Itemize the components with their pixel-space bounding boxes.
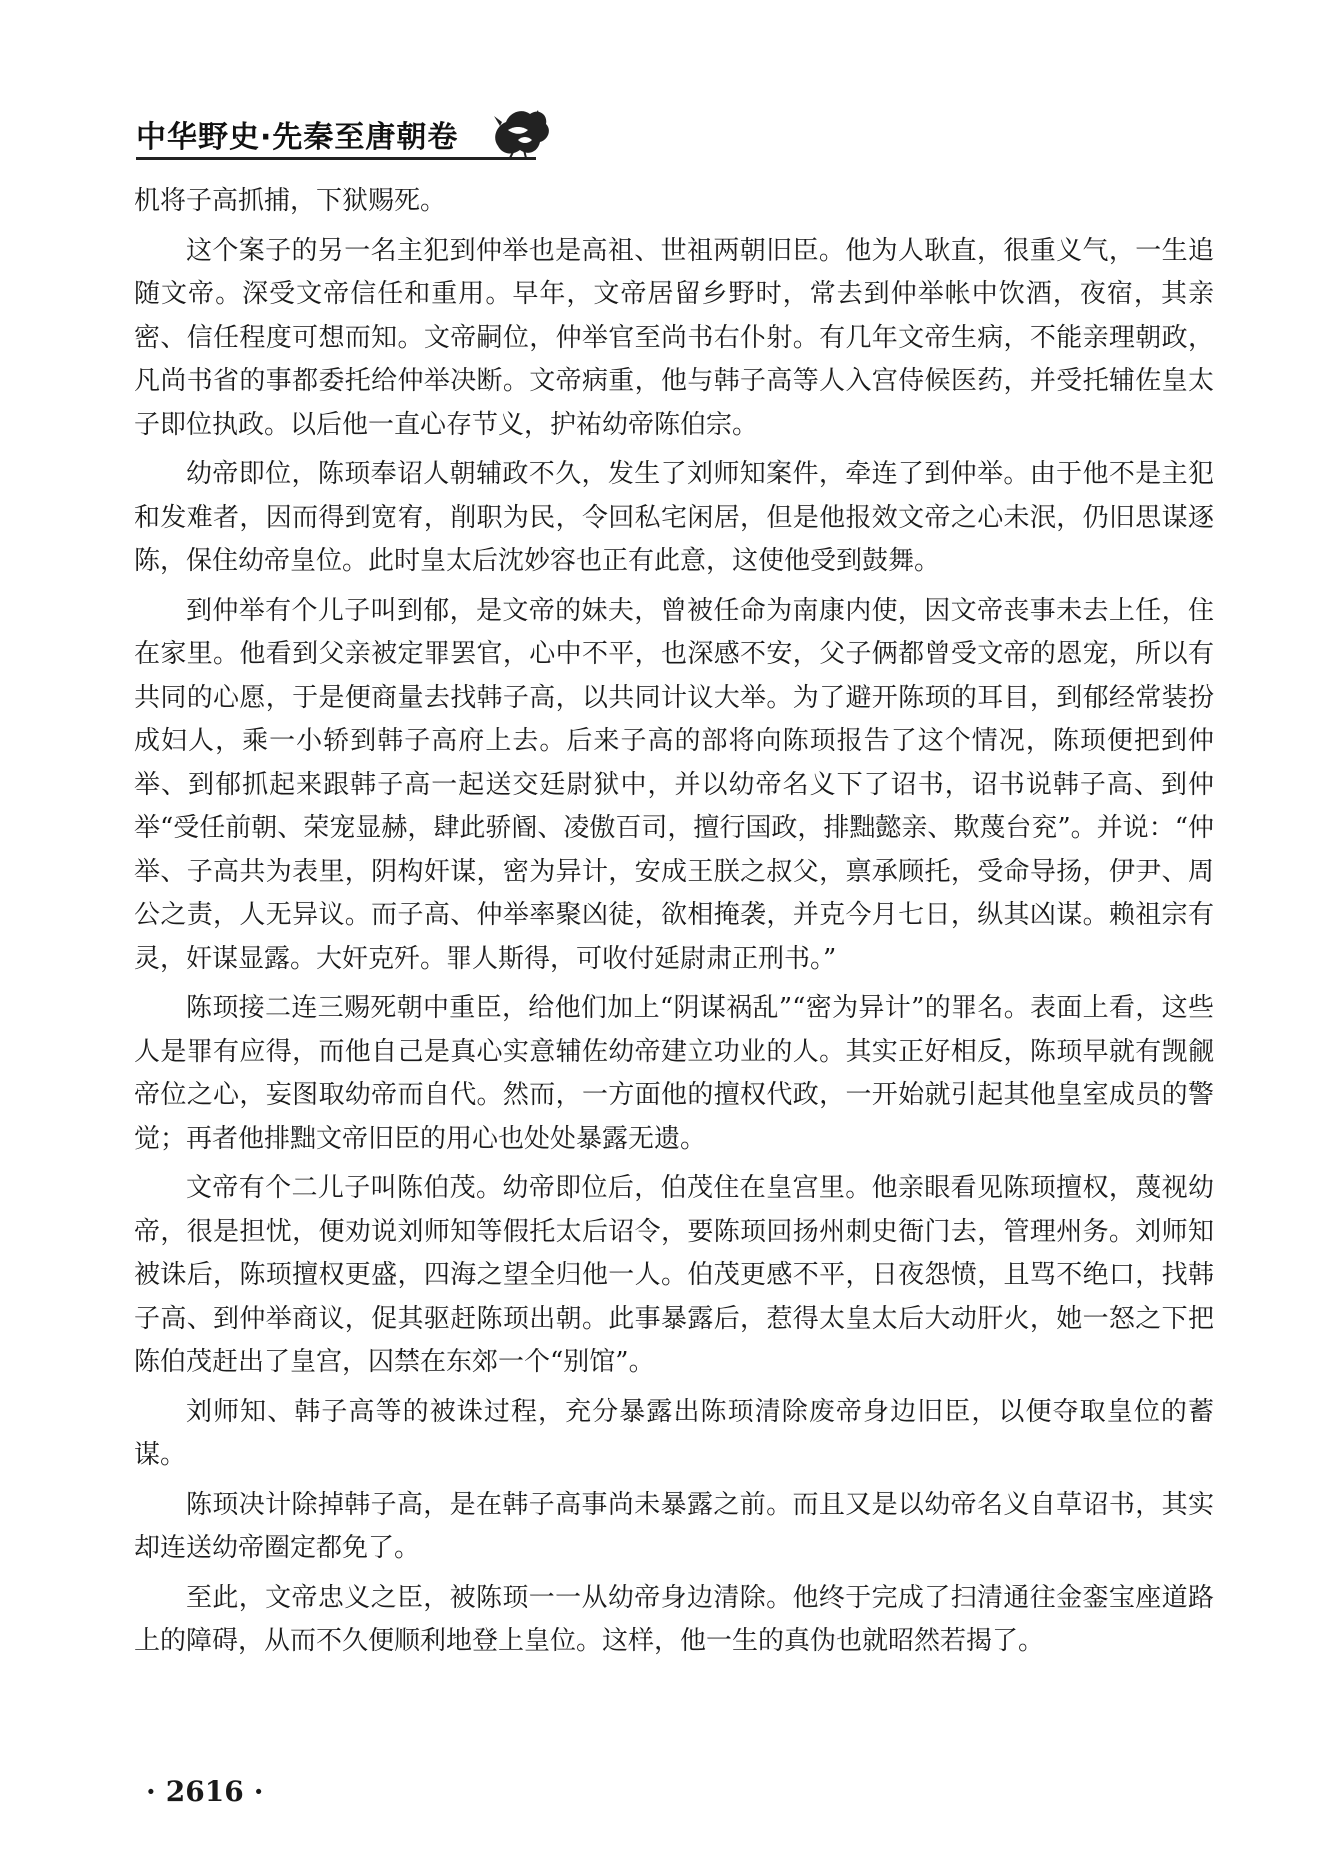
paragraph: 到仲举有个儿子叫到郁，是文帝的妹夫，曾被任命为南康内使，因文帝丧事未去上任，住在家里。他看到父亲被定罪罢官，心中不平，也深感不安，父子俩都曾受文帝的恩宠，所以有共同的心愿，于是便商量去找韩子高，以共同计议大举。为了避开陈顼的耳目，到郁经常装扮成妇人，乘一小轿到韩子高府上去。后来子高的部将向陈顼报告了这个情况，陈顼便把到仲举、到郁抓起来跟韩子高一起送交廷尉狱中，并以幼帝名义下了诏书，诏书说韩子高、到仲举“受任前朝、荣宠显赫，肆此骄阍、凌傲百司，擅行国政，排黜懿亲、欺蔑台兖”。并说：“仲举、子高共为表里，阴构奸谋，密为异计，安成王朕之叔父，禀承顾托，受命导扬，伊尹、周公之责，人无异议。而子高、仲举率聚凶徒，欲相掩袭，并克今月七日，纵其凶谋。赖祖宗有灵，奸谋显露。大奸克歼。罪人斯得，可收付延尉肃正刑书。” xyxy=(134,595,1214,974)
running-header xyxy=(136,100,536,160)
body-text xyxy=(134,180,1214,1670)
page-number-value: 2616 xyxy=(165,1775,244,1808)
paragraph: 至此，文帝忠义之臣，被陈顼一一从幼帝身边清除。他终于完成了扫清通往金銮宝座道路上的障碍，从而不久便顺利地登上皇位。这样，他一生的真伪也就昭然若揭了。 xyxy=(134,1582,1214,1656)
paragraph: 这个案子的另一名主犯到仲举也是高祖、世祖两朝旧臣。他为人耿直，很重义气，一生追随文帝。深受文帝信任和重用。早年，文帝居留乡野时，常去到仲举帐中饮酒，夜宿，其亲密、信任程度可想而知。文帝嗣位，仲举官至尚书右仆射。有几年文帝生病，不能亲理朝政，凡尚书省的事都委托给仲举决断。文帝病重，他与韩子高等人入宫侍候医药，并受托辅佐皇太子即位执政。以后他一直心存节义，护祐幼帝陈伯宗。 xyxy=(134,235,1214,440)
paragraph: 幼帝即位，陈顼奉诏人朝辅政不久，发生了刘师知案件，牵连了到仲举。由于他不是主犯和发难者，因而得到宽宥，削职为民，令回私宅闲居，但是他报效文帝之心未泯，仍旧思谋逐陈，保住幼帝皇位。此时皇太后沈妙容也正有此意，这使他受到鼓舞。 xyxy=(134,459,1214,576)
paragraph: 陈顼接二连三赐死朝中重臣，给他们加上“阴谋祸乱”“密为异计”的罪名。表面上看，这些人是罪有应得，而他自己是真心实意辅佐幼帝建立功业的人。其实正好相反，陈顼早就有觊觎帝位之心，妄图取幼帝而自代。然而，一方面他的擅权代政，一开始就引起其他皇室成员的警觉；再者他排黜文帝旧臣的用心也处处暴露无遗。 xyxy=(134,993,1214,1154)
paragraph: 机将子高抓捕，下狱赐死。 xyxy=(134,186,447,216)
page-number-dot-left: · xyxy=(146,1775,156,1808)
header-title: 中华野史·先秦至唐朝卷 xyxy=(136,120,459,155)
paragraph: 陈顼决计除掉韩子高，是在韩子高事尚未暴露之前。而且又是以幼帝名义自草诏书，其实却连送幼帝圈定都免了。 xyxy=(134,1489,1214,1563)
paragraph: 文帝有个二儿子叫陈伯茂。幼帝即位后，伯茂住在皇宫里。他亲眼看见陈顼擅权，蔑视幼帝，很是担忧，便劝说刘师知等假托太后诏令，要陈顼回扬州刺史衙门去，管理州务。刘师知被诛后，陈顼擅权更盛，四海之望全归他一人。伯茂更感不平，日夜怨愤，且骂不绝口，找韩子高、到仲举商议，促其驱赶陈顼出朝。此事暴露后，惹得太皇太后大动肝火，她一怒之下把陈伯茂赶出了皇宫，囚禁在东郊一个“别馆”。 xyxy=(134,1173,1214,1377)
page-number-dot-right: · xyxy=(253,1775,264,1808)
page-number xyxy=(136,1775,273,1808)
header-rule xyxy=(136,157,536,160)
dragon-emblem-icon xyxy=(488,100,554,160)
paragraph: 刘师知、韩子高等的被诛过程，充分暴露出陈顼清除废帝身边旧臣，以便夺取皇位的蓄谋。 xyxy=(134,1396,1214,1470)
